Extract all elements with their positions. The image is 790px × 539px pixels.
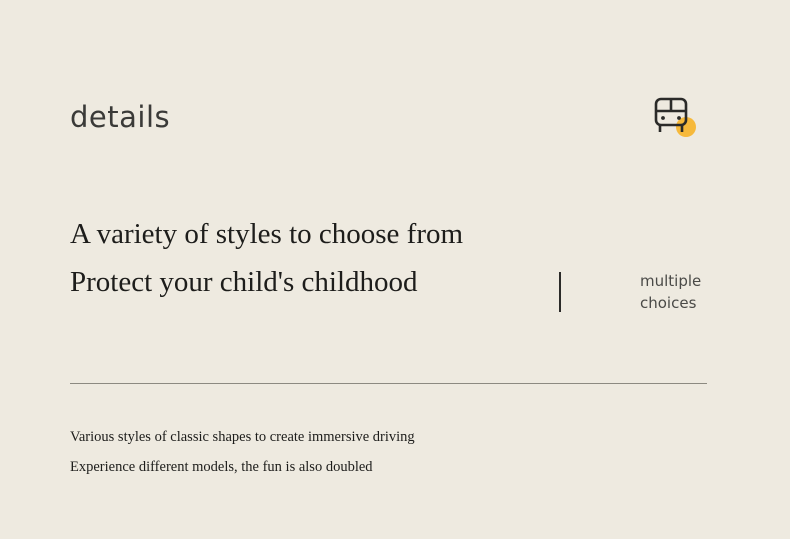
- body-line-2: Experience different models, the fun is also doubled: [70, 459, 373, 475]
- headline-line-1: A variety of styles to choose from: [70, 218, 464, 250]
- side-label: [640, 270, 760, 314]
- headline-line-2: Protect your child's childhood: [70, 266, 418, 298]
- side-label-line-2: choices: [640, 294, 697, 312]
- side-label-line-1: multiple: [640, 272, 702, 290]
- horizontal-divider: [70, 383, 707, 384]
- body-copy: [70, 422, 670, 482]
- headline: [70, 210, 590, 306]
- vertical-divider: [559, 272, 561, 312]
- toy-car-icon: [648, 94, 700, 140]
- page-title: details: [70, 100, 171, 134]
- body-line-1: Various styles of classic shapes to create immersive driving: [70, 429, 415, 445]
